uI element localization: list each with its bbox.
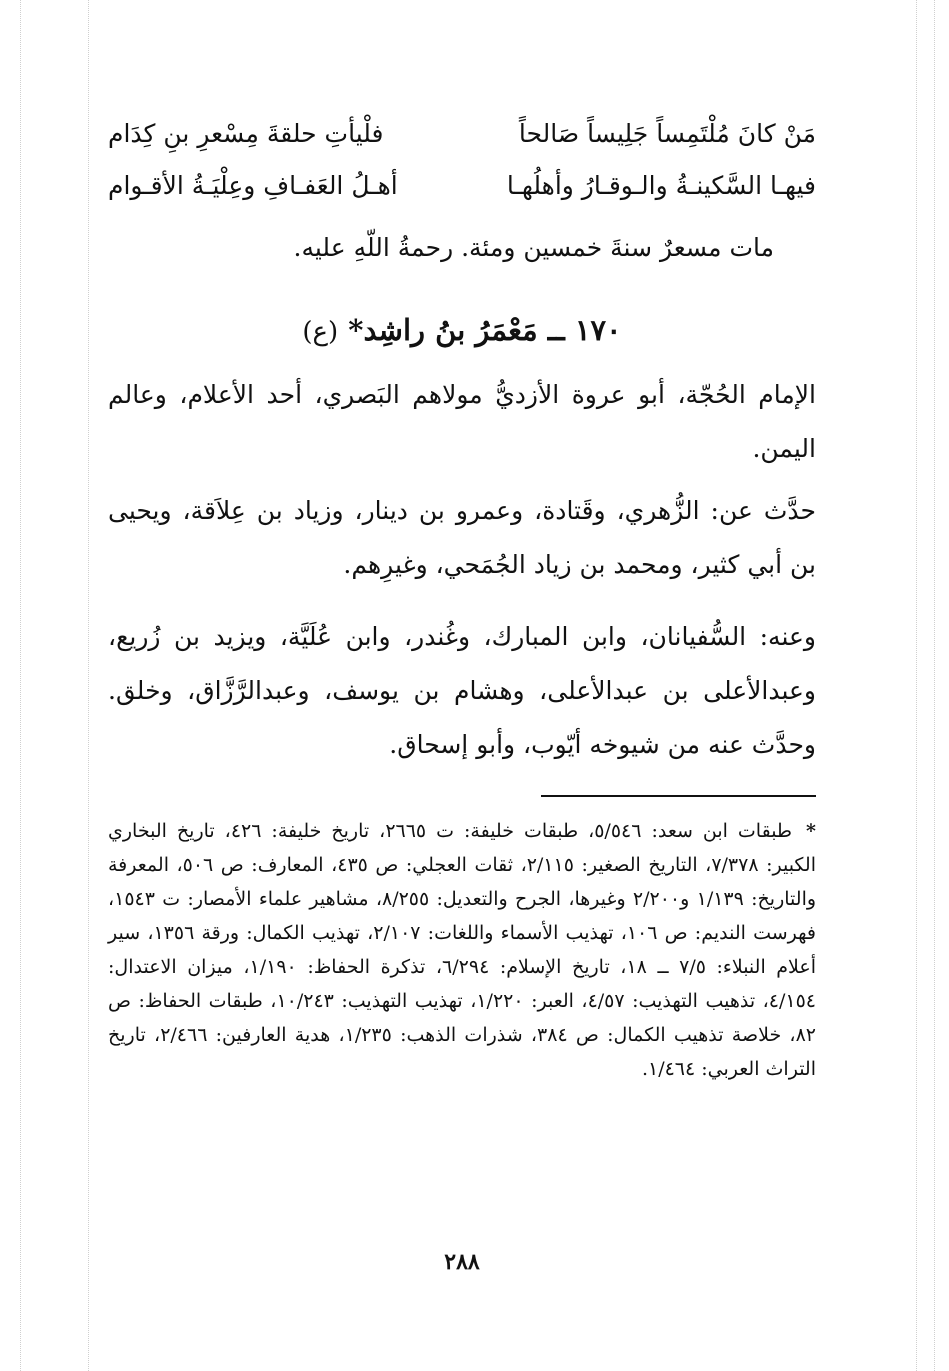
poem-hemistich-second: أهـلُ العَفـافِ وعِلْيَـةُ الأقـوام	[108, 171, 398, 200]
entry-name: مَعْمَرُ بنُ راشِد*	[348, 313, 538, 347]
footnote-text: طبقات ابن سعد: ٥/٥٤٦، طبقات خليفة: ت ٢٦٦٥، تاريخ خليفة: ٤٢٦، تاريخ البخاري الكبير: ٧/٣٧٨، التاريخ الصغير: ٢/١١٥، ثقات العجلي: ص ٤٣٥، المعارف: ص ٥٠٦، المعرفة والتاريخ: ١/١٣٩ و٢/٢٠٠ وغيرها، الجرح والتعديل: ٨/٢٥٥، مشاهير علماء الأمصار: ت ١٥٤٣، فهرست النديم: ص ١٠٦، تهذيب الأسماء واللغات: ٢/١٠٧، تهذيب الكمال: ورقة ١٣٥٦، سير أعلام النبلاء: ٧/٥ ــ ١٨، تاريخ الإسلام: ٦/٢٩٤، تذكرة الحفاظ: ١/١٩٠، ميزان الاعتدال: ٤/١٥٤، تذهيب التهذيب: ٤/٥٧، العبر: ١/٢٢٠، تهذيب التهذيب: ١٠/٢٤٣، طبقات الحفاظ: ص ٨٢، خلاصة تذهيب الكمال: ص ٣٨٤، شذرات الذهب: ١/٢٣٥، هدية العارفين: ٢/٤٦٦، تاريخ التراث العربي: ١/٤٦٤.	[108, 820, 817, 1080]
poem-verse	[108, 108, 816, 160]
entry-number: ١٧٠ ــ	[547, 313, 622, 347]
poem-hemistich-first: فيهـا السَّكينـةُ والـوقـارُ وأهلُهـا	[506, 171, 816, 200]
footnote	[108, 814, 816, 1086]
scan-border-left-outer	[20, 0, 21, 1371]
students-paragraph: وعنه: السُّفيانان، وابن المبارك، وغُندر، وابن عُلَيَّة، ويزيد بن زُريع، وعبدالأعلى بن عبدالأعلى، وهشام بن يوسف، وعبدالرَّزَّاق، وخلق. وحدَّث عنه من شيوخه أيّوب، وأبو إسحاق.	[108, 622, 816, 759]
footnote-divider	[541, 795, 816, 797]
scan-border-left-inner	[88, 0, 89, 1371]
poem	[108, 108, 816, 212]
scan-border-right-outer	[934, 0, 935, 1371]
death-note: مات مسعرٌ سنةَ خمسين ومئة. رحمةُ اللّهِ عليه.	[293, 233, 774, 262]
poem-hemistich-second: فلْيأتِ حلقةَ مِسْعرِ بنِ كِدَام	[108, 119, 384, 148]
scan-border-right-inner	[916, 0, 917, 1371]
entry-code: (ع)	[302, 317, 339, 347]
biography-paragraph: الإمام الحُجّة، أبو عروة الأزديُّ مولاهم البَصري، أحد الأعلام، وعالم اليمن.	[108, 380, 816, 463]
poem-hemistich-first: مَنْ كانَ مُلْتَمِساً جَلِيساً صَالحاً	[518, 119, 816, 148]
entry-heading	[108, 302, 816, 360]
page-number: ٢٨٨	[444, 1249, 480, 1275]
footnote-marker: *	[806, 820, 816, 842]
poem-verse	[108, 160, 816, 212]
teachers-paragraph: حدَّث عن: الزُّهري، وقَتادة، وعمرو بن دينار، وزياد بن عِلاَقة، ويحيى بن أبي كثير، ومحمد بن زياد الجُمَحي، وغيرِهم.	[108, 496, 816, 579]
